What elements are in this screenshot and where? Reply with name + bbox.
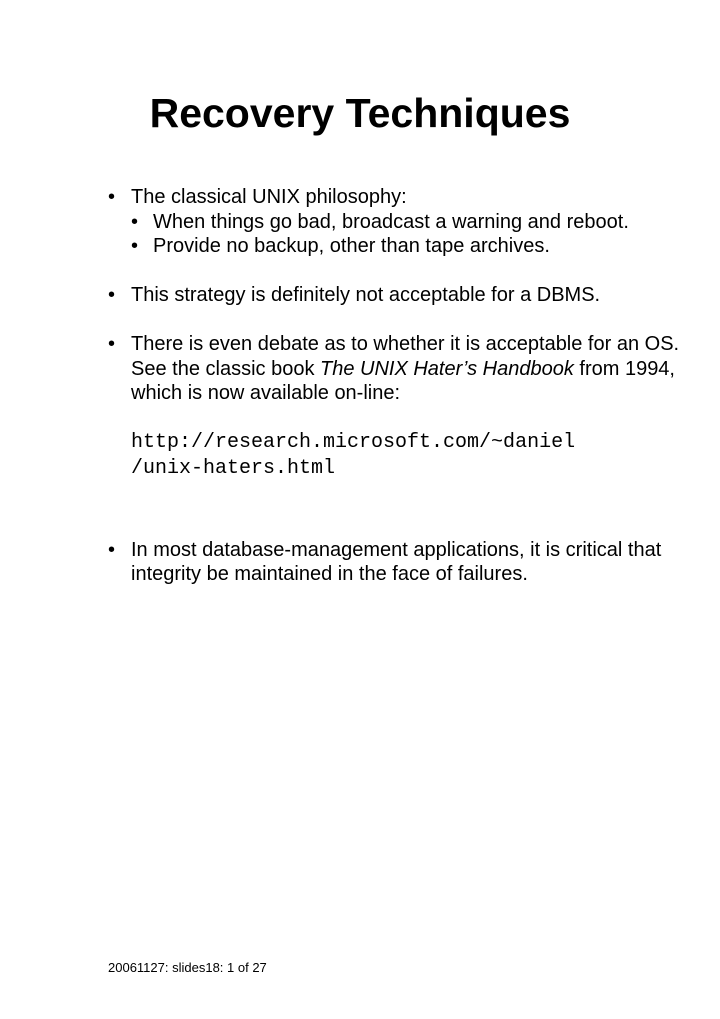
book-title: The UNIX Hater’s Handbook — [320, 357, 574, 380]
bullet-dot-icon: • — [108, 186, 116, 208]
bullet-dot-icon: • — [131, 210, 139, 233]
page-title: Recovery Techniques — [149, 90, 571, 136]
bullet-not-acceptable — [108, 283, 708, 308]
bullet-dot-icon: • — [108, 333, 116, 355]
bullet-text-part: from 1994, which is now available on-line: — [131, 357, 675, 404]
sub-bullet-text: Provide no backup, other than tape archives. — [153, 235, 550, 257]
bullet-text: In most database-management applications, it is critical that integrity be maintained in the face of failures. — [131, 538, 662, 585]
sub-list — [131, 210, 708, 259]
slide-content — [108, 185, 708, 587]
bullet-text: The classical UNIX philosophy: — [131, 186, 407, 208]
url-line-1: http://research.microsoft.com/~daniel — [131, 430, 576, 454]
slide-footer: 20061127: slides18: 1 of 27 — [108, 960, 267, 975]
url-block — [131, 430, 708, 482]
bullet-unix-philosophy — [108, 185, 708, 259]
bullet-dot-icon: • — [131, 235, 139, 257]
sub-bullet-text: When things go bad, broadcast a warning and reboot. — [153, 210, 629, 233]
bullet-os-debate — [108, 332, 708, 482]
url-line-2: /unix-haters.html — [131, 456, 336, 480]
bullet-dot-icon: • — [108, 283, 116, 306]
bullet-integrity — [108, 538, 708, 587]
bullet-text: This strategy is definitely not acceptable for a DBMS. — [131, 283, 601, 306]
bullet-dot-icon: • — [108, 538, 116, 561]
sub-bullet-no-backup — [131, 234, 708, 259]
sub-bullet-reboot — [131, 210, 708, 235]
bullet-text-part: There is even debate as to whether it is acceptable for an OS. See the classic book — [131, 333, 680, 380]
bullet-text — [131, 332, 708, 406]
